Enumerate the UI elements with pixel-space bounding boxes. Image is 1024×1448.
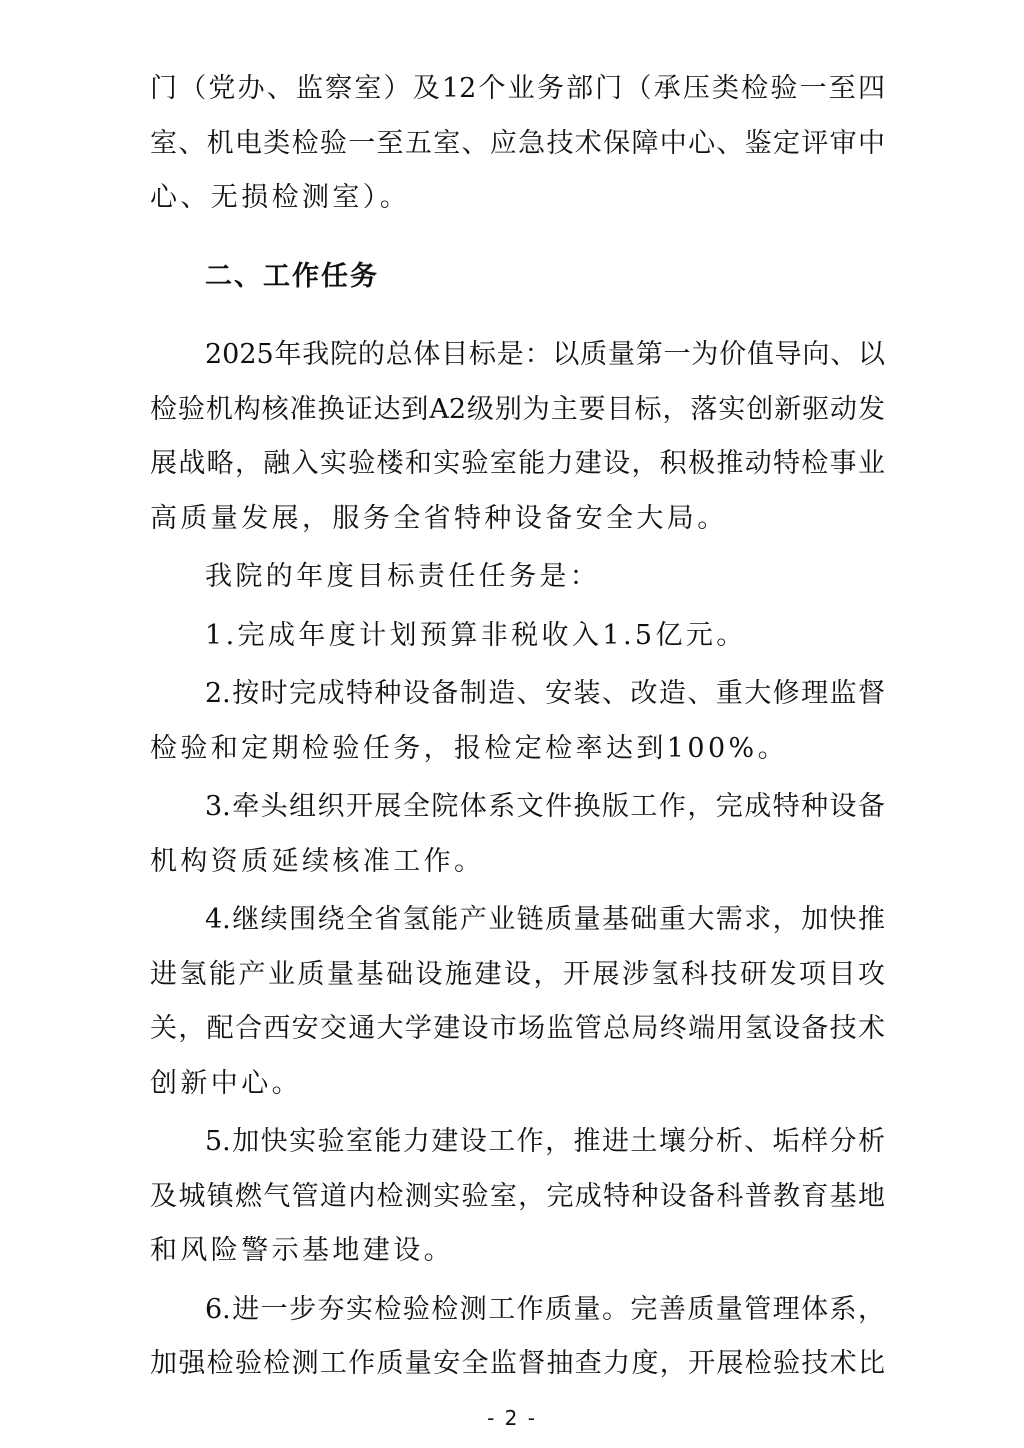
text-line: 2025年我院的总体目标是：以质量第一为价值导向、以 bbox=[205, 339, 885, 370]
page-number: - 2 - bbox=[487, 1406, 537, 1430]
text-line: 3.牵头组织开展全院体系文件换版工作，完成特种设备 bbox=[205, 791, 885, 822]
text-line: 5.加快实验室能力建设工作，推进土壤分析、垢样分析 bbox=[205, 1126, 885, 1157]
text-line: 2.按时完成特种设备制造、安装、改造、重大修理监督 bbox=[205, 678, 885, 709]
text-line: 门（党办、监察室）及12个业务部门（承压类检验一至四 bbox=[150, 73, 885, 104]
text-line: 进氢能产业质量基础设施建设，开展涉氢科技研发项目攻 bbox=[150, 958, 885, 990]
text-line: 创新中心。 bbox=[150, 1067, 302, 1099]
text-line: 机构资质延续核准工作。 bbox=[150, 845, 485, 877]
document-body bbox=[150, 62, 885, 1392]
intro-paragraph bbox=[150, 62, 885, 226]
text-line: 高质量发展，服务全省特种设备安全大局。 bbox=[150, 502, 728, 534]
text-line: 4.继续围绕全省氢能产业链质量基础重大需求，加快推 bbox=[205, 904, 885, 935]
text-line: 及城镇燃气管道内检测实验室，完成特种设备科普教育基地 bbox=[150, 1180, 885, 1212]
goal-paragraph bbox=[150, 328, 885, 546]
text-line: 和风险警示基地建设。 bbox=[150, 1235, 454, 1266]
text-line: 检验机构核准换证达到A2级别为主要目标，落实创新驱动发 bbox=[150, 393, 885, 425]
text-line: 6.进一步夯实检验检测工作质量。完善质量管理体系， bbox=[205, 1293, 885, 1325]
task-item-2 bbox=[150, 667, 885, 776]
task-item-4 bbox=[150, 893, 885, 1111]
text-line: 室、机电类检验一至五室、应急技术保障中心、鉴定评审中 bbox=[150, 127, 885, 159]
tasks-intro-paragraph bbox=[150, 550, 885, 605]
text-line: 我院的年度目标责任任务是： bbox=[205, 561, 601, 592]
text-line: 心、无损检测室）。 bbox=[150, 182, 411, 213]
text-line: 加强检验检测工作质量安全监督抽查力度，开展检验技术比 bbox=[150, 1348, 885, 1379]
task-item-6 bbox=[150, 1283, 885, 1392]
text-line: 1.完成年度计划预算非税收入1.5亿元。 bbox=[205, 619, 747, 651]
text-line: 检验和定期检验任务，报检定检率达到100%。 bbox=[150, 732, 788, 764]
text-line: 展战略，融入实验楼和实验室能力建设，积极推动特检事业 bbox=[150, 448, 885, 479]
task-item-3 bbox=[150, 780, 885, 889]
text-line: 关，配合西安交通大学建设市场监管总局终端用氢设备技术 bbox=[150, 1013, 885, 1044]
task-item-1 bbox=[150, 609, 885, 664]
section-heading: 二、工作任务 bbox=[205, 260, 379, 292]
task-item-5 bbox=[150, 1115, 885, 1279]
